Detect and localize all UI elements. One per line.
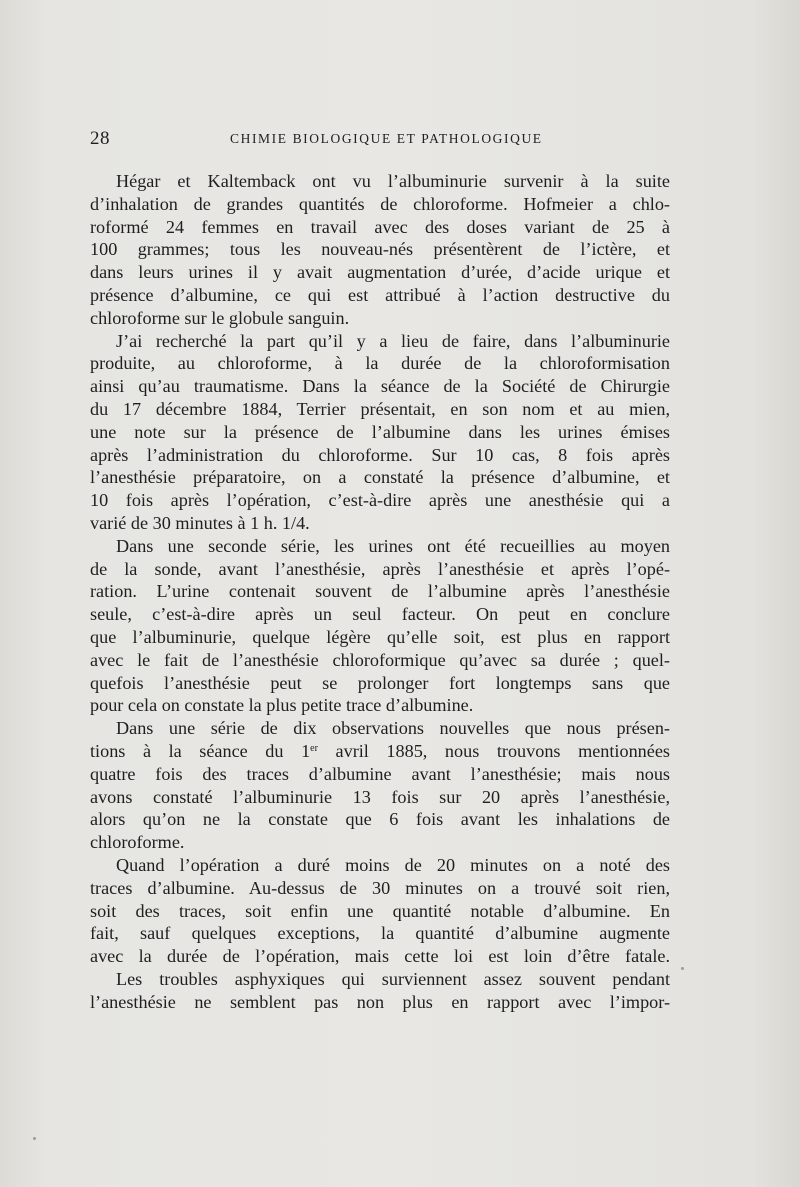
text-line: produite, au chloroforme, à la durée de la chloroformisation: [90, 353, 670, 374]
text-line: présence d’albumine, ce qui est attribué à l’action destructive du: [90, 284, 670, 305]
text-line: quatre fois des traces d’albumine avant l’anesthésie; mais nous: [90, 763, 670, 784]
text-fragment: tions à la séance du 1: [90, 740, 311, 761]
page-number: 28: [90, 128, 110, 149]
page-header: [90, 128, 670, 158]
text-line: ainsi qu’au traumatisme. Dans la séance de la Société de Chirurgie: [90, 376, 670, 397]
text-line: 100 grammes; tous les nouveau-nés présentèrent de l’ictère, et: [90, 239, 670, 260]
text-line: roformé 24 femmes en travail avec des doses variant de 25 à: [90, 216, 670, 237]
text-line: 10 fois après l’opération, c’est-à-dire après une anesthésie qui a: [90, 490, 670, 511]
text-line: chloroforme.: [90, 832, 185, 853]
text-line: quefois l’anesthésie peut se prolonger fort longtemps sans que: [90, 672, 670, 693]
paper-speck: [33, 1137, 36, 1140]
text-line: de la sonde, avant l’anesthésie, après l’anesthésie et après l’opé-: [90, 558, 670, 579]
text-line: une note sur la présence de l’albumine dans les urines émises: [90, 421, 670, 442]
text-line: Dans une seconde série, les urines ont été recueillies au moyen: [116, 535, 670, 556]
text-line: avons constaté l’albuminurie 13 fois sur 20 après l’anesthésie,: [90, 786, 670, 807]
paragraph-4: [90, 717, 670, 854]
paragraph-2: [90, 330, 670, 535]
body-text: [90, 170, 670, 1013]
text-line: pour cela on constate la plus petite trace d’albumine.: [90, 695, 474, 716]
text-line: alors qu’on ne la constate que 6 fois avant les inhalations de: [90, 809, 670, 830]
text-line: dans leurs urines il y avait augmentation d’urée, d’acide urique et: [90, 262, 670, 283]
running-title: CHIMIE BIOLOGIQUE ET PATHOLOGIQUE: [230, 131, 543, 146]
paper-speck: [681, 967, 684, 970]
text-line: varié de 30 minutes à 1 h. 1/4.: [90, 512, 310, 533]
text-line: seule, c’est-à-dire après un seul facteur. On peut en conclure: [90, 604, 670, 625]
text-line: Les troubles asphyxiques qui surviennent assez souvent pendant: [116, 968, 670, 989]
text-line: fait, sauf quelques exceptions, la quantité d’albumine augmente: [90, 923, 670, 944]
text-fragment: avril 1885, nous trouvons mentionnées: [317, 740, 670, 761]
text-line: Hégar et Kaltemback ont vu l’albuminurie survenir à la suite: [116, 171, 670, 191]
text-line: après l’administration du chloroforme. Sur 10 cas, 8 fois après: [90, 444, 670, 465]
text-line: ration. L’urine contenait souvent de l’albumine après l’anesthésie: [90, 581, 670, 602]
text-line: l’anesthésie ne semblent pas non plus en rapport avec l’impor-: [90, 991, 670, 1012]
text-line: l’anesthésie préparatoire, on a constaté la présence d’albumine, et: [90, 467, 670, 488]
paragraph-3: [90, 535, 670, 717]
text-line: chloroforme sur le globule sanguin.: [90, 307, 350, 328]
superscript-ordinal: er: [310, 742, 318, 754]
text-line: [90, 740, 670, 763]
text-line: J’ai recherché la part qu’il y a lieu de faire, dans l’albuminurie: [116, 330, 670, 351]
paragraph-1: [90, 170, 670, 330]
text-line: d’inhalation de grandes quantités de chloroforme. Hofmeier a chlo-: [90, 193, 670, 214]
paragraph-5: [90, 854, 670, 968]
text-line: Quand l’opération a duré moins de 20 minutes on a noté des: [116, 854, 670, 875]
text-line: traces d’albumine. Au-dessus de 30 minutes on a trouvé soit rien,: [90, 877, 670, 898]
text-line: que l’albuminurie, quelque légère qu’elle soit, est plus en rapport: [90, 626, 670, 647]
text-line: avec le fait de l’anesthésie chloroformique qu’avec sa durée ; quel-: [90, 649, 670, 670]
text-line: avec la durée de l’opération, mais cette loi est loin d’être fatale.: [90, 946, 670, 967]
text-line: Dans une série de dix observations nouvelles que nous présen-: [116, 718, 670, 739]
paragraph-6: [90, 968, 670, 1014]
text-line: du 17 décembre 1884, Terrier présentait, en son nom et au mien,: [90, 398, 670, 419]
text-line: soit des traces, soit enfin une quantité notable d’albumine. En: [90, 900, 670, 921]
